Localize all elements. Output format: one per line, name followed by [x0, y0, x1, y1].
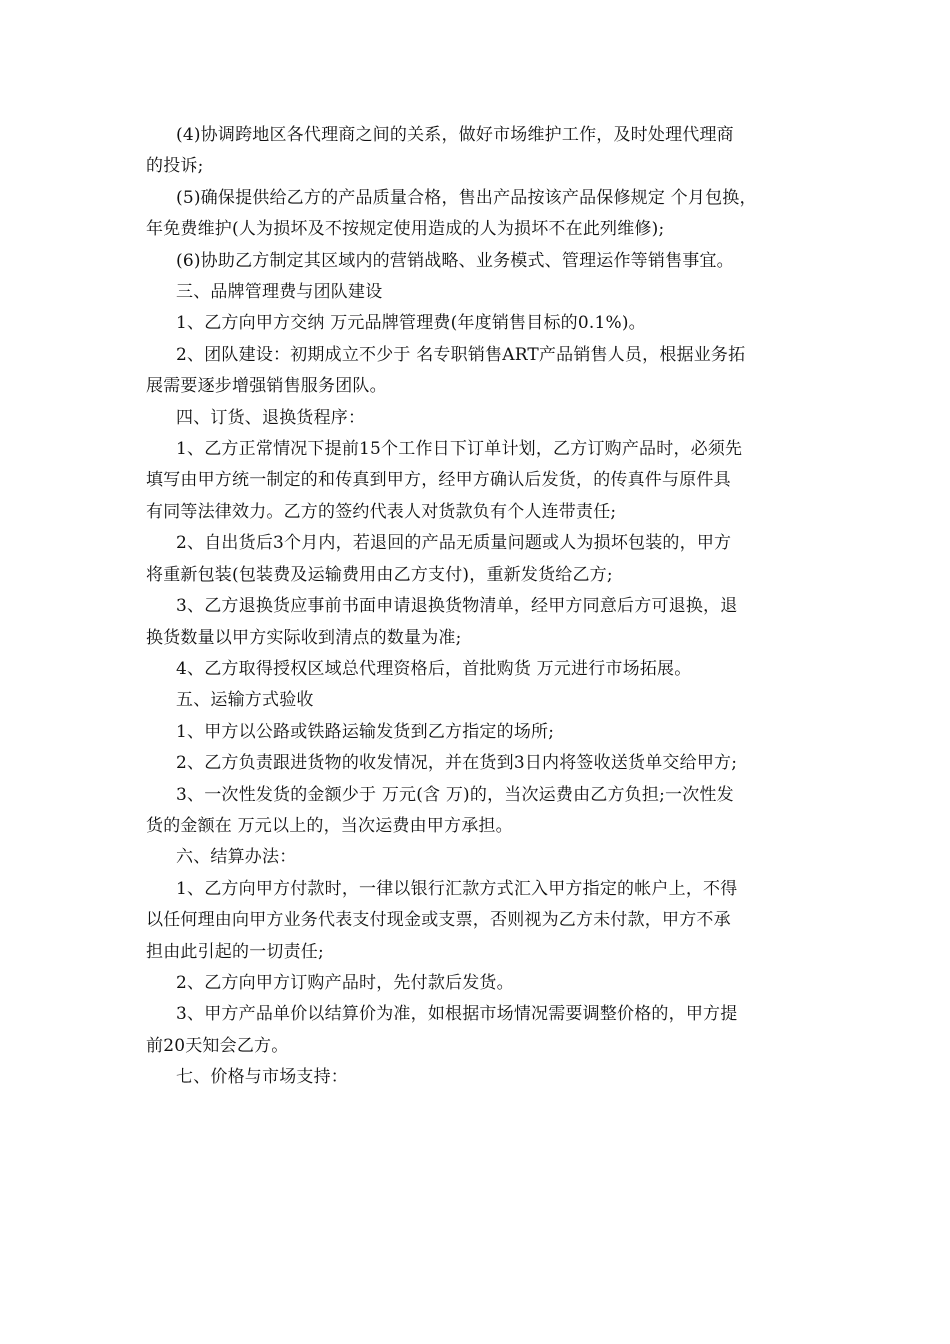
text-line: 3、一次性发货的金额少于 万元(含 万)的，当次运费由乙方负担;一次性发 [176, 784, 734, 805]
text-line: 担由此引起的一切责任; [146, 941, 324, 962]
paragraph [146, 748, 806, 779]
paragraph [146, 874, 806, 968]
document-body [146, 120, 806, 1094]
text-line: 换货数量以甲方实际收到清点的数量为准; [146, 627, 462, 648]
text-line: 的投诉; [146, 156, 204, 177]
paragraph [146, 591, 806, 654]
paragraph [146, 308, 806, 339]
paragraph [146, 999, 806, 1062]
text-line: 2、自出货后3个月内，若退回的产品无质量问题或人为损坏包装的，甲方 [176, 533, 732, 554]
paragraph [146, 968, 806, 999]
text-line: (4)协调跨地区各代理商之间的关系，做好市场维护工作，及时处理代理商 [176, 125, 734, 145]
section-heading [146, 403, 806, 434]
paragraph [146, 434, 806, 528]
section-heading [146, 277, 806, 308]
text-line: 2、乙方向甲方订购产品时，先付款后发货。 [176, 972, 514, 993]
text-line: 四、订货、退换货程序： [176, 407, 366, 428]
text-line: 1、乙方向甲方付款时，一律以银行汇款方式汇入甲方指定的帐户上，不得 [176, 878, 738, 899]
text-line: 1、乙方向甲方交纳 万元品牌管理费(年度销售目标的0.1%)。 [176, 313, 646, 334]
text-line: 七、价格与市场支持： [176, 1067, 348, 1088]
text-line: 三、品牌管理费与团队建设 [176, 282, 383, 303]
text-line: (6)协助乙方制定其区域内的营销战略、业务模式、管理运作等销售事宜。 [176, 250, 734, 271]
text-line: 展需要逐步增强销售服务团队。 [146, 376, 387, 397]
section-heading [146, 685, 806, 716]
paragraph [146, 246, 806, 277]
paragraph [146, 717, 806, 748]
text-line: 五、运输方式验收 [176, 690, 314, 711]
paragraph [146, 120, 806, 183]
text-line: 六、结算办法： [176, 847, 297, 868]
text-line: 1、甲方以公路或铁路运输发货到乙方指定的场所; [176, 721, 555, 742]
text-line: 有同等法律效力。乙方的签约代表人对货款负有个人连带责任; [146, 501, 617, 522]
section-heading [146, 842, 806, 873]
paragraph [146, 654, 806, 685]
text-line: 以任何理由向甲方业务代表支付现金或支票，否则视为乙方未付款，甲方不承 [146, 910, 731, 931]
text-line: 将重新包装(包装费及运输费用由乙方支付)，重新发货给乙方; [146, 564, 613, 585]
paragraph [146, 340, 806, 403]
section-heading [146, 1062, 806, 1093]
text-line: 1、乙方正常情况下提前15个工作日下订单计划，乙方订购产品时，必须先 [176, 439, 743, 460]
text-line: 3、甲方产品单价以结算价为准，如根据市场情况需要调整价格的，甲方提 [176, 1004, 738, 1025]
paragraph [146, 183, 806, 246]
text-line: 货的金额在 万元以上的，当次运费由甲方承担。 [146, 815, 513, 836]
text-line: 2、乙方负责跟进货物的收发情况，并在货到3日内将签收送货单交给甲方; [176, 753, 738, 774]
paragraph [146, 780, 806, 843]
text-line: 填写由甲方统一制定的和传真到甲方，经甲方确认后发货，的传真件与原件具 [146, 470, 731, 491]
text-line: 3、乙方退换货应事前书面申请退换货物清单，经甲方同意后方可退换，退 [176, 596, 738, 617]
paragraph [146, 528, 806, 591]
text-line: 2、团队建设：初期成立不少于 名专职销售ART产品销售人员，根据业务拓 [176, 344, 746, 365]
text-line: 年免费维护(人为损坏及不按规定使用造成的人为损坏不在此列维修); [146, 219, 665, 240]
text-line: (5)确保提供给乙方的产品质量合格，售出产品按该产品保修规定 个月包换， [176, 187, 757, 208]
text-line: 4、乙方取得授权区域总代理资格后，首批购货 万元进行市场拓展。 [176, 658, 692, 679]
text-line: 前20天知会乙方。 [146, 1035, 289, 1056]
